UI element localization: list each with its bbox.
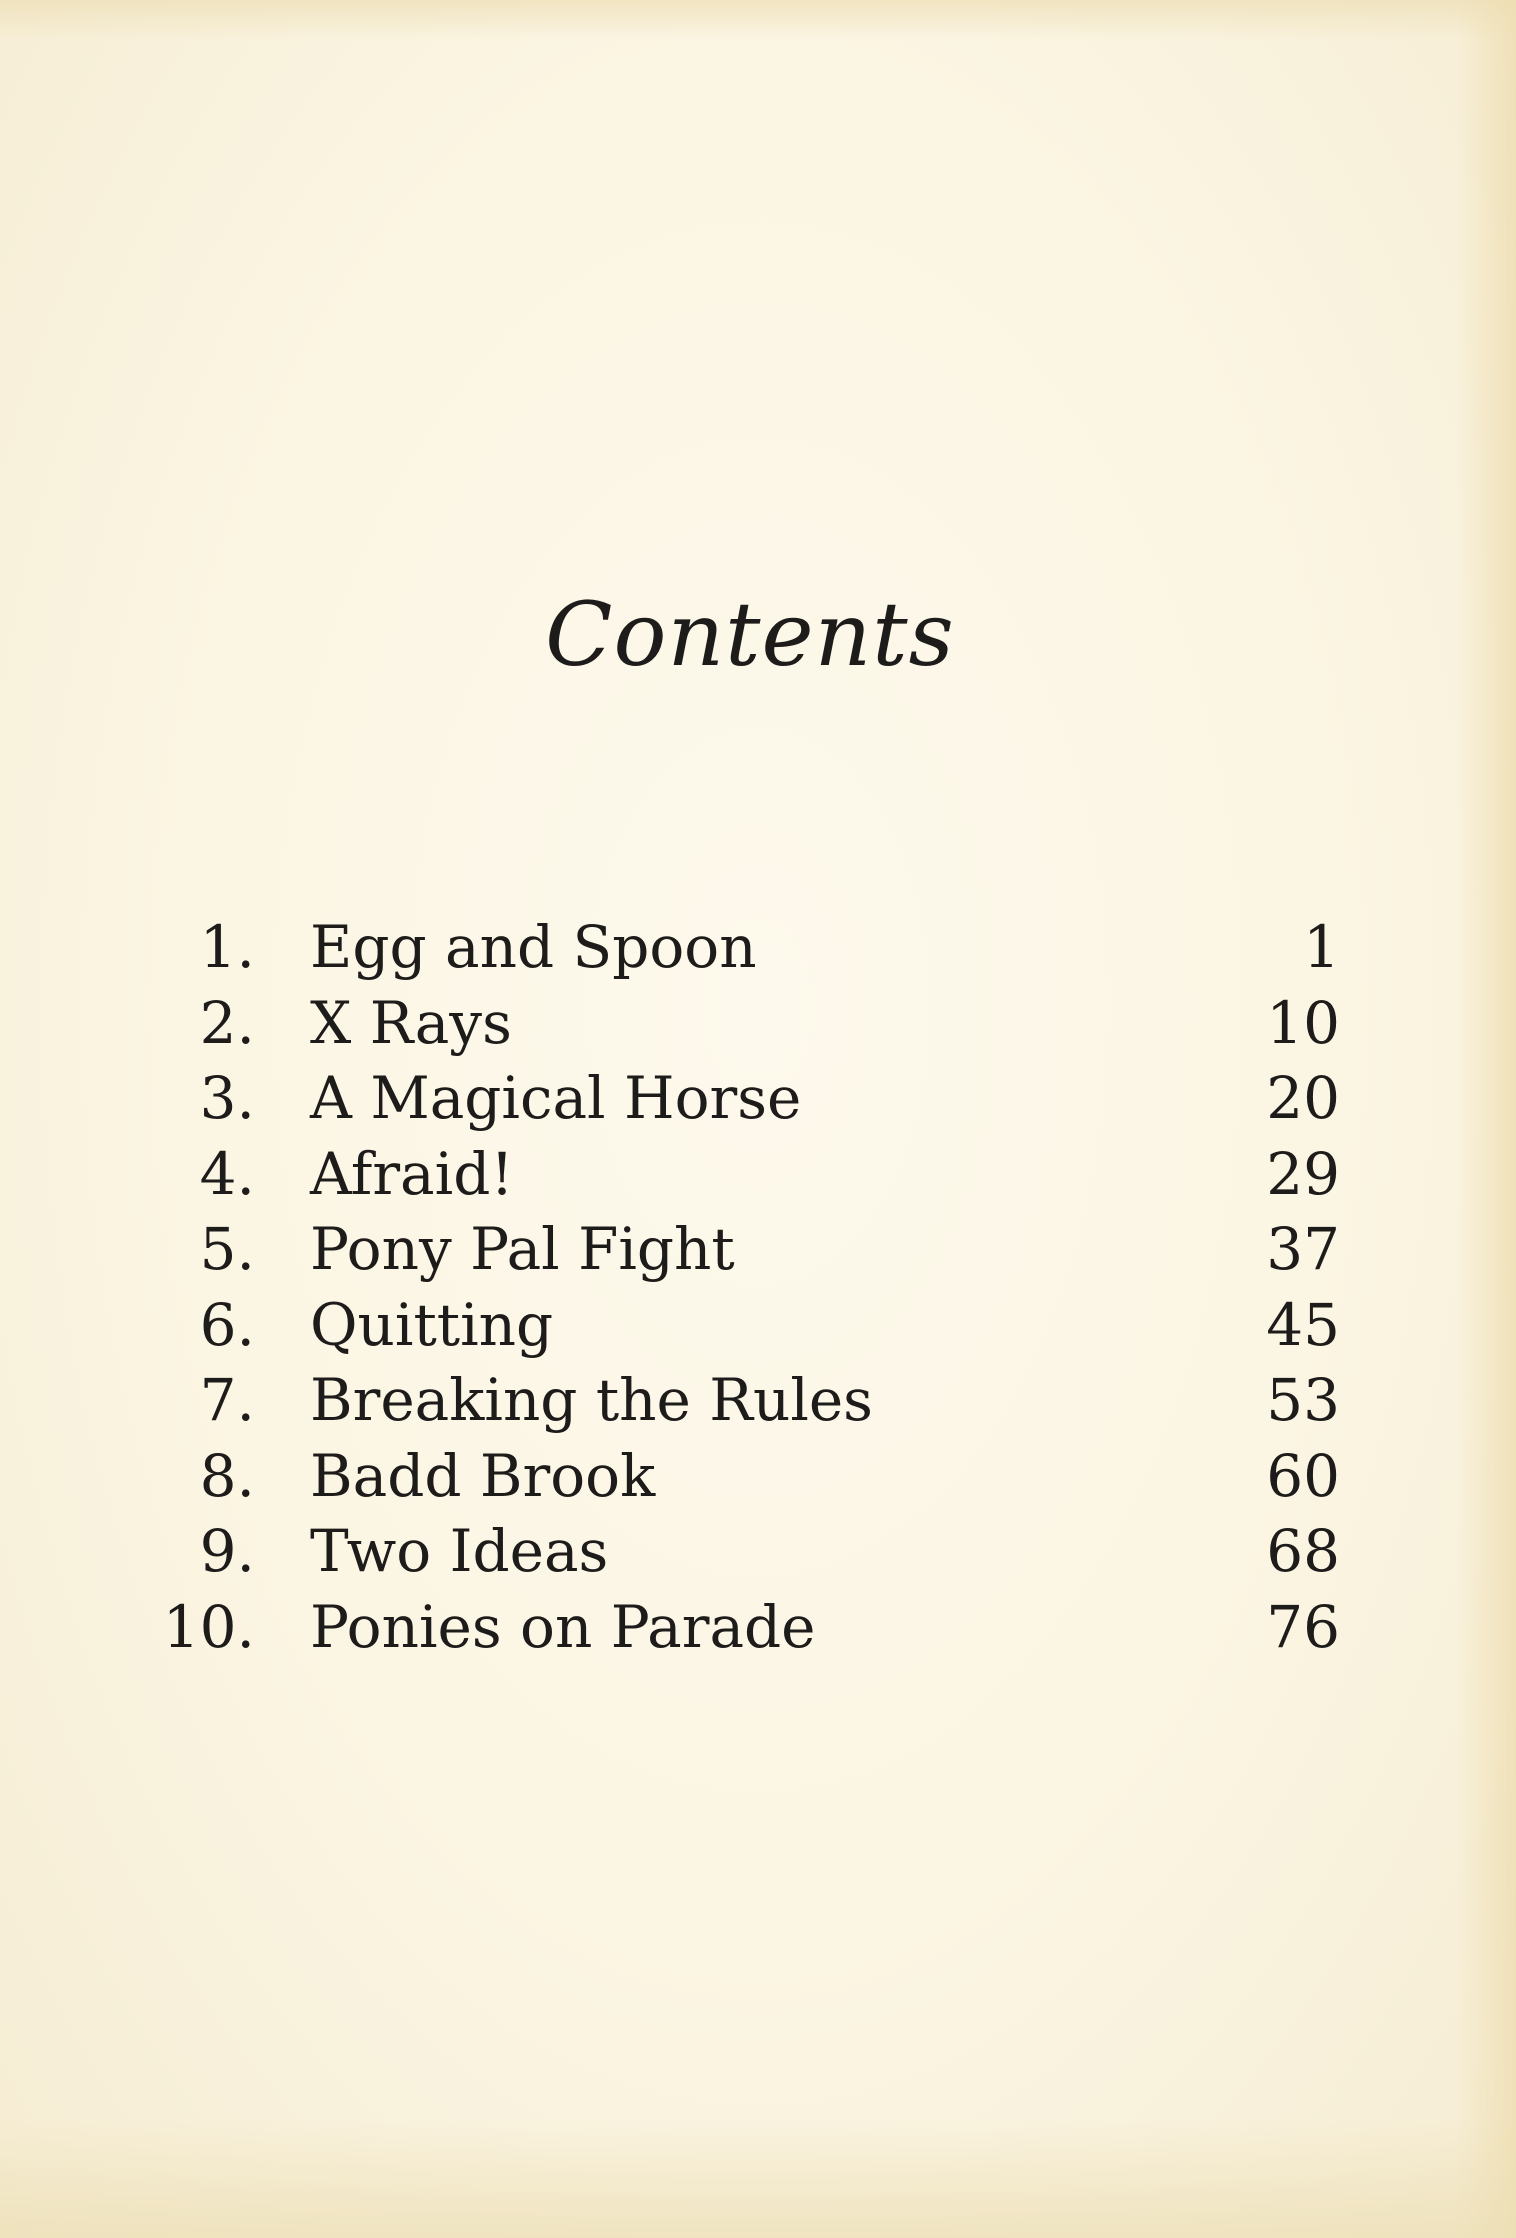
toc-entry (160, 1439, 1340, 1515)
toc-entry (160, 1514, 1340, 1590)
toc-entry (160, 1590, 1340, 1666)
toc-entry (160, 910, 1340, 986)
chapter-title: Badd Brook (310, 1441, 656, 1510)
page-edge-shading (1456, 0, 1516, 2238)
chapter-page-number: 45 (1266, 1290, 1340, 1359)
chapter-title: Breaking the Rules (310, 1366, 873, 1434)
page-edge-shading (0, 0, 1516, 40)
toc-entry (160, 1137, 1340, 1213)
chapter-number: 3. (199, 1064, 255, 1132)
chapter-page-number: 20 (1266, 1064, 1340, 1132)
chapter-number: 7. (199, 1366, 255, 1434)
chapter-page-number: 76 (1266, 1592, 1340, 1661)
chapter-title: Afraid! (310, 1139, 514, 1208)
chapter-number: 5. (199, 1215, 255, 1283)
toc-entry (160, 1363, 1340, 1439)
chapter-number: 2. (199, 988, 255, 1057)
chapter-page-number: 60 (1266, 1441, 1340, 1510)
toc-entry (160, 1061, 1340, 1137)
chapter-page-number: 37 (1266, 1215, 1340, 1283)
chapter-page-number: 68 (1266, 1517, 1340, 1585)
chapter-number: 4. (199, 1139, 255, 1208)
page-edge-shading (0, 2118, 1516, 2238)
chapter-page-number: 29 (1266, 1139, 1340, 1208)
chapter-page-number: 1 (1303, 913, 1340, 981)
chapter-title: Two Ideas (310, 1517, 609, 1585)
chapter-number: 8. (199, 1441, 255, 1510)
toc-entry (160, 986, 1340, 1062)
chapter-page-number: 53 (1266, 1366, 1340, 1434)
chapter-number: 1. (199, 913, 255, 981)
chapter-number: 9. (199, 1517, 255, 1585)
chapter-title: Pony Pal Fight (310, 1215, 735, 1283)
chapter-title: Ponies on Parade (310, 1592, 816, 1661)
page-title: Contents (545, 583, 955, 686)
table-of-contents (160, 910, 1340, 1665)
chapter-title: X Rays (310, 988, 512, 1057)
chapter-title: A Magical Horse (310, 1064, 802, 1132)
chapter-page-number: 10 (1266, 988, 1340, 1057)
chapter-title: Egg and Spoon (310, 913, 757, 981)
chapter-number: 10. (162, 1592, 255, 1661)
chapter-number: 6. (199, 1290, 255, 1359)
toc-entry (160, 1288, 1340, 1364)
toc-entry (160, 1212, 1340, 1288)
chapter-title: Quitting (310, 1290, 554, 1359)
